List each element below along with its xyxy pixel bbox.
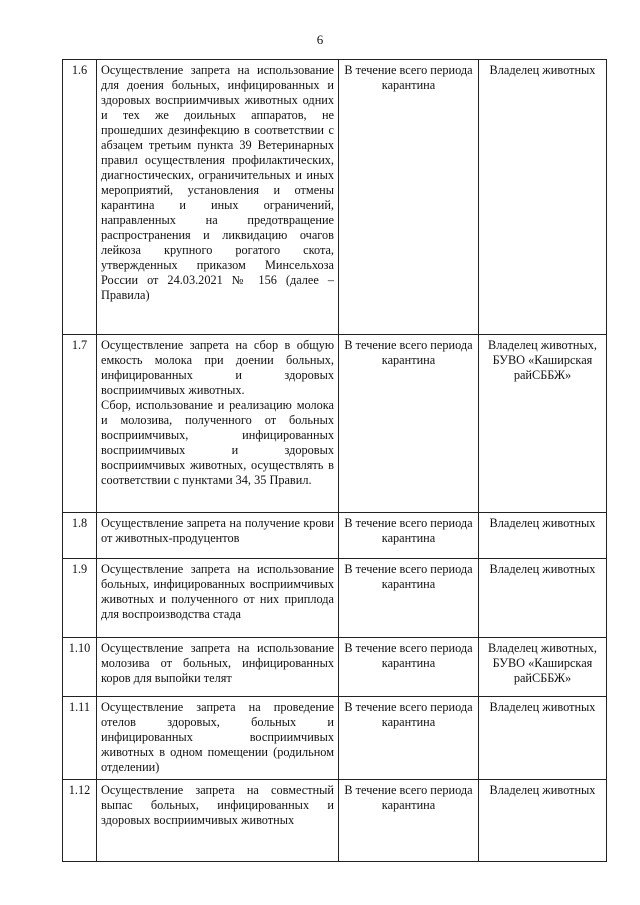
item-number: 1.12 [63,780,97,862]
table-row [63,780,607,862]
measure-text: Осуществление запрета на получение крови от животных-продуцентов [101,516,334,545]
measure-responsible: Владелец животных [479,780,607,862]
measure-text: Осуществление запрета на использование больных, инфицированных восприимчивых животных и полученного от них приплода для воспроизводства стада [101,562,334,621]
measure-text: Осуществление запрета на проведение отелов здоровых, больных и инфицированных восприимчивых животных в одном помещении (родильном отделении) [101,700,334,774]
measure-term: В течение всего периода карантина [339,559,479,638]
measure-description [97,559,339,638]
table-row [63,335,607,513]
measure-term: В течение всего периода карантина [339,513,479,559]
measure-description [97,697,339,780]
item-number: 1.11 [63,697,97,780]
measure-term: В течение всего периода карантина [339,60,479,335]
measure-term: В течение всего периода карантина [339,780,479,862]
measure-description [97,638,339,697]
table-row [63,697,607,780]
measure-description [97,60,339,335]
measure-text: Сбор, использование и реализацию молока и молозива, полученного от больных восприимчивых, инфицированных восприимчивых и здоровых восприимчивых животных, осуществлять в соответствии с пунктами 34, 35 Правил. [101,398,334,487]
measure-term: В течение всего периода карантина [339,638,479,697]
measure-term: В течение всего периода карантина [339,697,479,780]
table-row [63,513,607,559]
page-number: 6 [316,32,324,47]
item-number: 1.7 [63,335,97,513]
measure-responsible: Владелец животных [479,513,607,559]
table-row [63,60,607,335]
measure-description [97,513,339,559]
measure-responsible: Владелец животных, БУВО «Каширская райСББЖ» [479,638,607,697]
measure-description [97,780,339,862]
measure-text: Осуществление запрета на совместный выпас больных, инфицированных и здоровых восприимчивых животных [101,783,334,827]
item-number: 1.6 [63,60,97,335]
table-row [63,638,607,697]
measures-table [62,59,607,862]
item-number: 1.10 [63,638,97,697]
measure-text: Осуществление запрета на использование для доения больных, инфицированных и здоровых восприимчивых животных одних и тех же доильных аппаратов, не прошедших дезинфекцию в соответствии с абзацем третьим пункта 39 Ветеринарных правил осуществления профилактических, диагностических, ограничительных и иных мероприятий, установления и отмены карантина и иных ограничений, направленных на предотвращение распространения и ликвидацию очагов лейкоза крупного рогатого скота, утвержденных приказом Минсельхоза России от 24.03.2021 № 156 (далее – Правила) [101,63,334,302]
measure-term: В течение всего периода карантина [339,335,479,513]
table-row [63,559,607,638]
measure-description [97,335,339,513]
measure-text: Осуществление запрета на сбор в общую емкость молока при доении больных, инфицированных и здоровых восприимчивых животных. [101,338,334,397]
measure-responsible: Владелец животных, БУВО «Каширская райСББЖ» [479,335,607,513]
measure-responsible: Владелец животных [479,559,607,638]
measure-responsible: Владелец животных [479,60,607,335]
measure-text: Осуществление запрета на использование молозива от больных, инфицированных коров для выпойки телят [101,641,334,685]
measure-responsible: Владелец животных [479,697,607,780]
item-number: 1.9 [63,559,97,638]
item-number: 1.8 [63,513,97,559]
